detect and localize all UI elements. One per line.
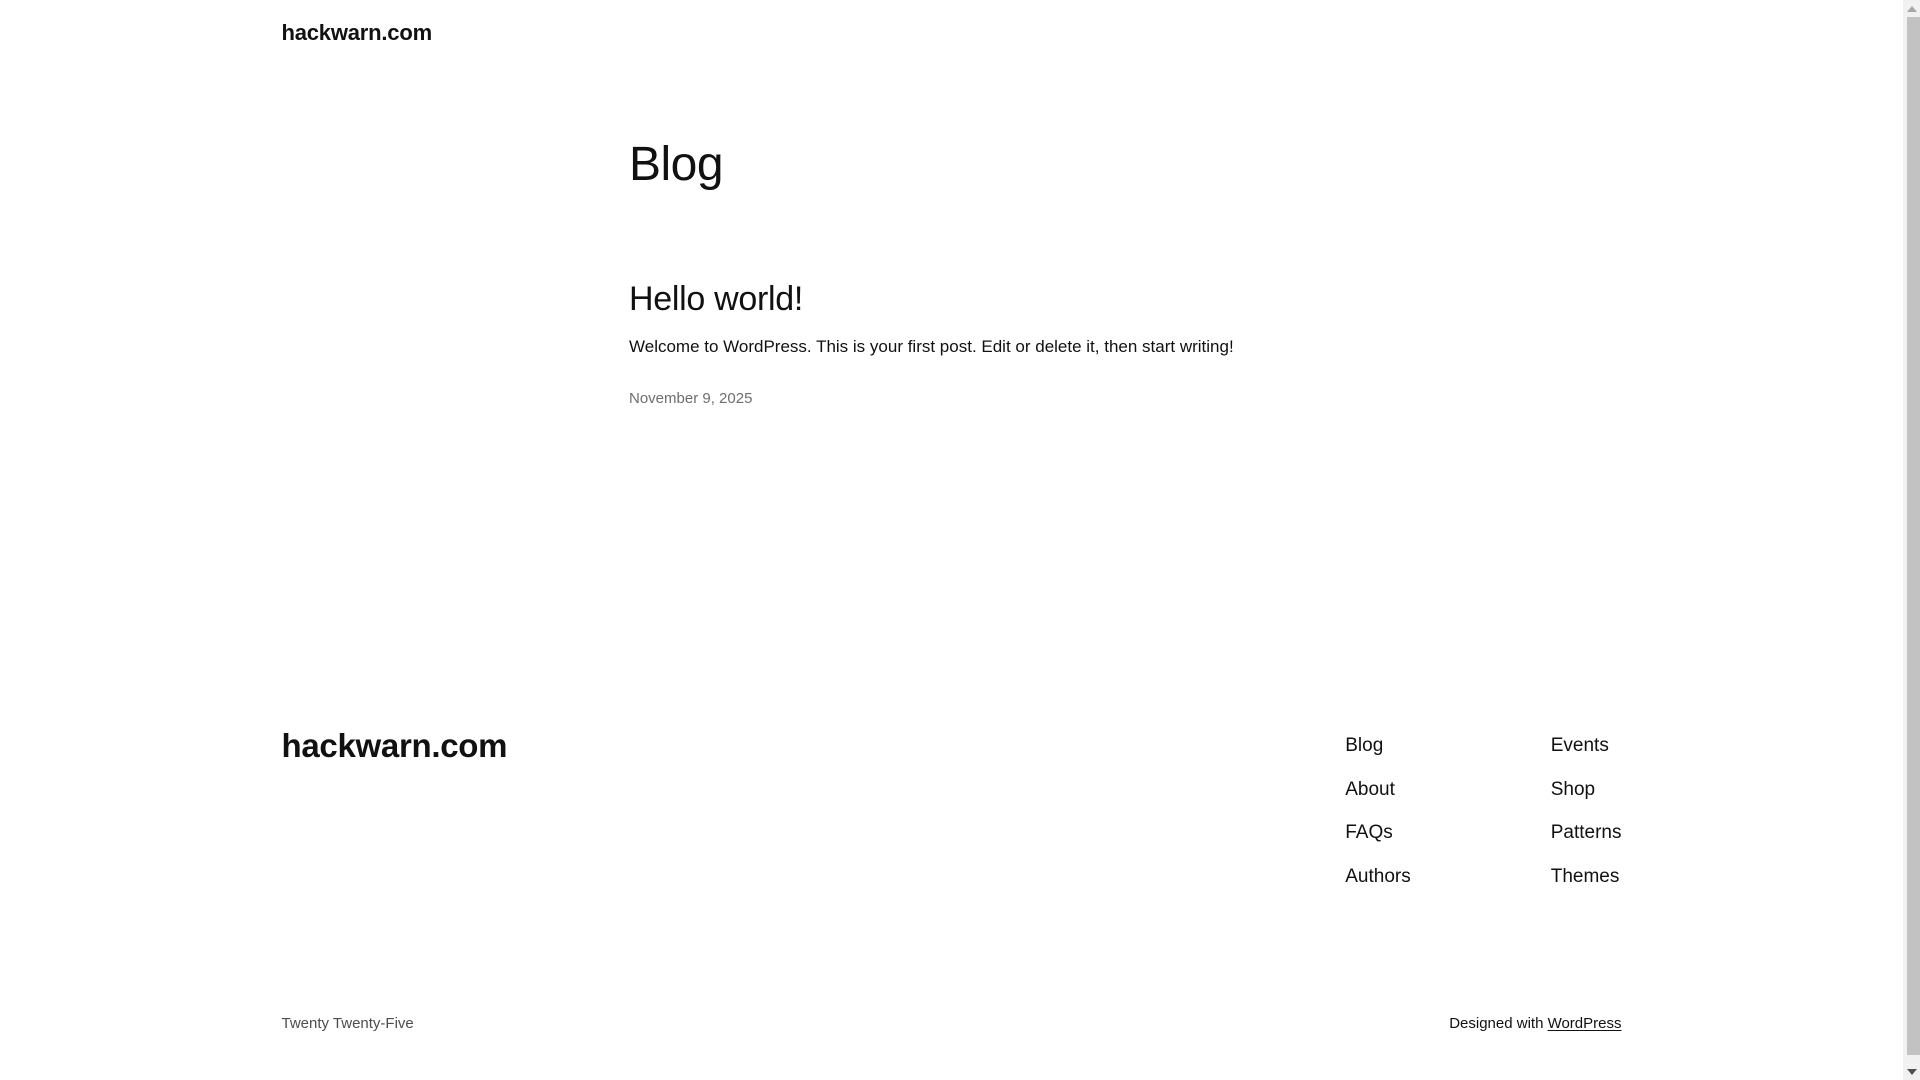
post-title — [629, 279, 1274, 320]
main-content — [629, 136, 1274, 411]
theme-credit: Twenty Twenty-Five — [281, 1015, 414, 1033]
site-header — [282, 0, 1622, 48]
footer-nav-column-2 — [1551, 735, 1622, 889]
designed-with-text: Designed with — [1449, 1015, 1548, 1033]
footer-nav-item — [1551, 822, 1622, 845]
scroll-down-arrow-icon — [1907, 1069, 1917, 1075]
footer-nav-item — [1345, 822, 1410, 845]
footer-nav-column-1 — [1345, 735, 1410, 889]
footer-nav-item — [1551, 735, 1622, 758]
scrollbar-up-button[interactable] — [1903, 0, 1920, 17]
footer-bottom-row — [282, 1013, 1622, 1036]
footer-link-patterns[interactable]: Patterns — [1550, 822, 1622, 844]
footer-nav-item — [1345, 866, 1410, 889]
site-footer — [282, 726, 1622, 1036]
footer-link-about[interactable]: About — [1345, 778, 1395, 800]
scroll-up-arrow-icon — [1907, 6, 1917, 12]
footer-link-events[interactable]: Events — [1550, 734, 1609, 756]
footer-link-authors[interactable]: Authors — [1345, 866, 1411, 888]
footer-nav-item — [1345, 735, 1410, 758]
footer-navigation — [1345, 735, 1621, 889]
footer-link-blog[interactable]: Blog — [1345, 734, 1384, 756]
scrollbar-thumb[interactable] — [1907, 17, 1920, 1055]
footer-nav-item — [1551, 779, 1622, 802]
browser-scrollbar[interactable] — [1903, 0, 1920, 1080]
post-item — [629, 279, 1274, 411]
wordpress-link[interactable]: WordPress — [1547, 1015, 1622, 1033]
post-title-link[interactable]: Hello world! — [629, 280, 804, 319]
footer-site-title-link[interactable]: hackwarn.com — [281, 726, 508, 764]
post-excerpt: Welcome to WordPress. This is your first post. Edit or delete it, then start writing! — [629, 336, 1234, 356]
footer-nav-item — [1551, 866, 1622, 889]
footer-top-row — [282, 726, 1622, 889]
footer-link-themes[interactable]: Themes — [1550, 866, 1620, 888]
footer-link-faqs[interactable]: FAQs — [1345, 822, 1393, 844]
scrollbar-down-button[interactable] — [1903, 1063, 1920, 1080]
footer-link-shop[interactable]: Shop — [1550, 778, 1596, 800]
page-title: Blog — [629, 137, 724, 191]
post-date: November 9, 2025 — [629, 390, 753, 408]
footer-nav-item — [1345, 779, 1410, 802]
designed-with-credit — [1449, 1013, 1621, 1036]
header-site-title-link[interactable]: hackwarn.com — [281, 20, 432, 45]
